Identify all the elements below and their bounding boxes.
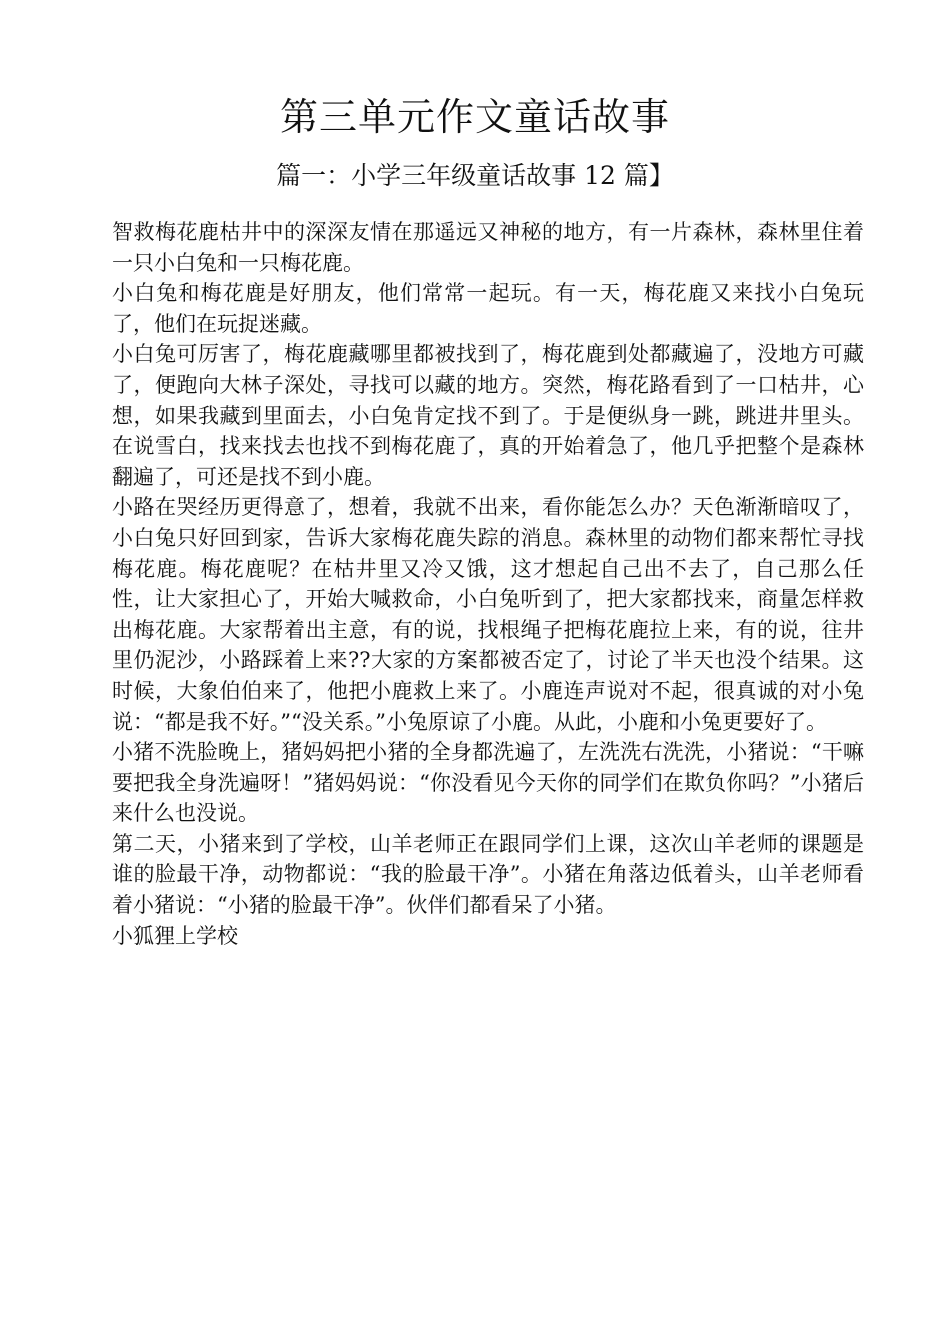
paragraph-1: 智救梅花鹿枯井中的深深友情在那遥远又神秘的地方，有一片森林，森林里住着一只小白兔和一只梅花鹿。 bbox=[112, 220, 864, 275]
document-body bbox=[112, 217, 864, 951]
document-subtitle: 篇一：小学三年级童话故事 12 篇】 bbox=[276, 161, 674, 190]
paragraph-7: 小狐狸上学校 bbox=[112, 923, 238, 948]
document-title: 第三单元作文童话故事 bbox=[279, 95, 670, 139]
paragraph-4: 小路在哭经历更得意了，想着，我就不出来，看你能怎么办？天色渐渐暗叹了，小白兔只好回到家，告诉大家梅花鹿失踪的消息。森林里的动物们都来帮忙寻找梅花鹿。梅花鹿呢？在枯井里又冷又饿，这才想起自己出不去了，自己那么任性，让大家担心了，开始大喊救命，小白兔听到了，把大家都找来，商量怎样救出梅花鹿。大家帮着出主意，有的说，找根绳子把梅花鹿拉上来，有的说，往井里仍泥沙，小路踩着上来??大家的方案都被否定了，讨论了半天也没个结果。这时候，大象伯伯来了，他把小鹿救上来了。小鹿连声说对不起，很真诚的对小兔说：“都是我不好。”“没关系。”小兔原谅了小鹿。从此，小鹿和小兔更要好了。 bbox=[112, 495, 864, 734]
paragraph-3: 小白兔可厉害了，梅花鹿藏哪里都被找到了，梅花鹿到处都藏遍了，没地方可藏了，便跑向大林子深处，寻找可以藏的地方。突然，梅花路看到了一口枯井，心想，如果我藏到里面去，小白兔肯定找不到了。于是便纵身一跳，跳进井里头。在说雪白，找来找去也找不到梅花鹿了，真的开始着急了，他几乎把整个是森林翻遍了，可还是找不到小鹿。 bbox=[112, 342, 864, 489]
paragraph-5: 小猪不洗脸晚上，猪妈妈把小猪的全身都洗遍了，左洗洗右洗洗，小猪说：“干嘛要把我全身洗遍呀！”猪妈妈说：“你没看见今天你的同学们在欺负你吗？”小猪后来什么也没说。 bbox=[112, 740, 864, 826]
paragraph-2: 小白兔和梅花鹿是好朋友，他们常常一起玩。有一天，梅花鹿又来找小白兔玩了，他们在玩捉迷藏。 bbox=[112, 281, 864, 336]
paragraph-6: 第二天，小猪来到了学校，山羊老师正在跟同学们上课，这次山羊老师的课题是谁的脸最干净，动物都说：“我的脸最干净”。小猪在角落边低着头，山羊老师看着小猪说：“小猪的脸最干净”。伙伴们都看呆了小猪。 bbox=[112, 831, 864, 918]
